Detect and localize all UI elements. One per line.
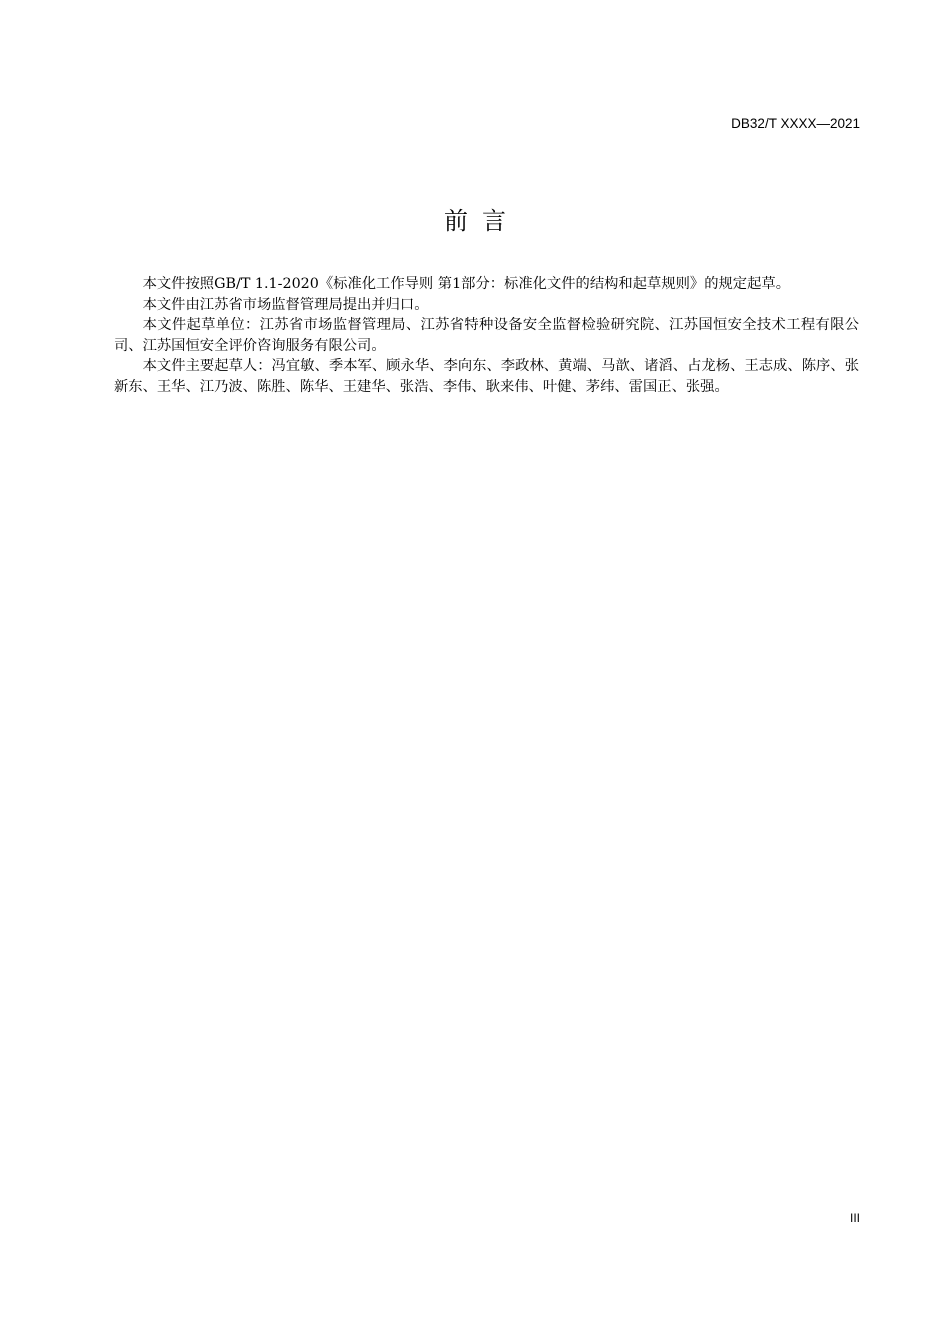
paragraph-drafters: 本文件主要起草人：冯宜敏、季本军、顾永华、李向东、李政林、黄端、马歆、诸滔、占龙杨、王志成、陈序、张新东、王华、江乃波、陈胜、陈华、王建华、张浩、李伟、耿来伟、叶健、茅纬、雷国正、张强。 [114,358,859,395]
page-title: 前言 [444,207,520,235]
page-number: III [849,1211,860,1225]
foreword-body [114,274,859,398]
document-code: DB32/T XXXX—2021 [731,116,860,131]
paragraph-drafting-units: 本文件起草单位：江苏省市场监督管理局、江苏省特种设备安全监督检验研究院、江苏国恒安全技术工程有限公司、江苏国恒安全评价咨询服务有限公司。 [114,317,859,354]
paragraph-proposer: 本文件由江苏省市场监督管理局提出并归口。 [142,296,429,313]
paragraph-drafting-rules: 本文件按照GB/T 1.1-2020《标准化工作导则 第1部分：标准化文件的结构和起草规则》的规定起草。 [142,276,790,292]
